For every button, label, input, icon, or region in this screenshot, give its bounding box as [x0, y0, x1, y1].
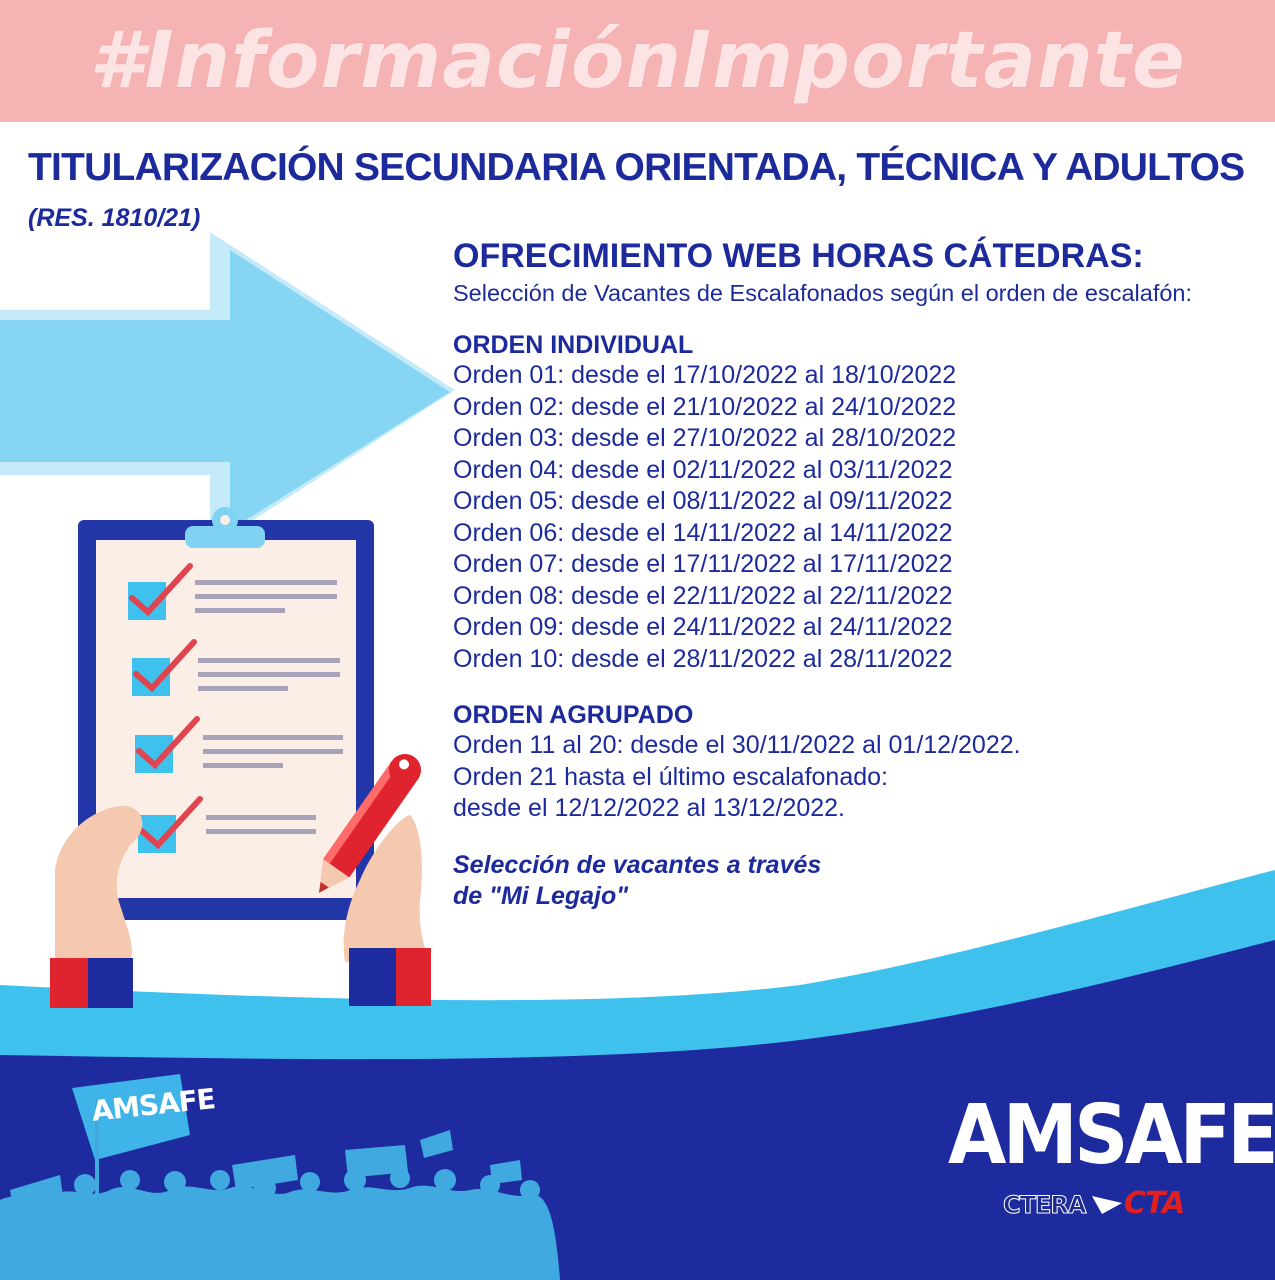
list-item: Orden 03: desde el 27/10/2022 al 28/10/2022: [453, 424, 957, 452]
list-item: Orden 11 al 20: desde el 30/11/2022 al 01/12/2022.: [453, 731, 1021, 759]
individual-list: [453, 360, 1273, 675]
banner-hashtag: #InformaciónImportante: [89, 16, 1186, 106]
list-item: Orden 01: desde el 17/10/2022 al 18/10/2022: [453, 361, 957, 389]
list-item: Orden 07: desde el 17/11/2022 al 17/11/2022: [453, 550, 953, 578]
amsafe-logo: AMSAFE: [948, 1088, 1275, 1183]
ctera-logo: CTERA: [1003, 1191, 1086, 1219]
list-item: Orden 02: desde el 21/10/2022 al 24/10/2022: [453, 392, 957, 421]
list-item: Orden 05: desde el 08/11/2022 al 09/11/2022: [453, 487, 953, 515]
offer-title: OFRECIMIENTO WEB HORAS CÁTEDRAS:: [453, 237, 1144, 275]
note-line-1: Selección de vacantes a través: [453, 850, 822, 879]
arrow-icon: [0, 232, 455, 548]
list-item: Orden 06: desde el 14/11/2022 al 14/11/2022: [453, 518, 953, 547]
list-item: Orden 04: desde el 02/11/2022 al 03/11/2022: [453, 455, 953, 484]
note-line-2: de "Mi Legajo": [453, 881, 629, 910]
resolution-label: (RES. 1810/21): [28, 204, 201, 232]
page-title: TITULARIZACIÓN SECUNDARIA ORIENTADA, TÉCNICA Y ADULTOS: [28, 146, 1245, 189]
flag-logo-text: AMSAFE: [90, 1082, 217, 1128]
list-item: Orden 08: desde el 22/11/2022 al 22/11/2022: [453, 581, 953, 610]
grouped-list: [453, 730, 1273, 825]
grouped-title: ORDEN AGRUPADO: [453, 701, 694, 729]
individual-title: ORDEN INDIVIDUAL: [453, 331, 694, 359]
legajo-note: [453, 850, 1273, 912]
list-item: Orden 09: desde el 24/11/2022 al 24/11/2022: [453, 613, 953, 641]
list-item: Orden 21 hasta el último escalafonado:: [453, 762, 888, 791]
cta-logo: CTA: [1124, 1186, 1185, 1221]
offer-subtitle: Selección de Vacantes de Escalafonados según el orden de escalafón:: [453, 280, 1193, 306]
list-item: Orden 10: desde el 28/11/2022 al 28/11/2022: [453, 644, 953, 673]
header-banner: [0, 0, 1275, 122]
main-content: [453, 234, 1273, 912]
list-item: desde el 12/12/2022 al 13/12/2022.: [453, 794, 846, 822]
